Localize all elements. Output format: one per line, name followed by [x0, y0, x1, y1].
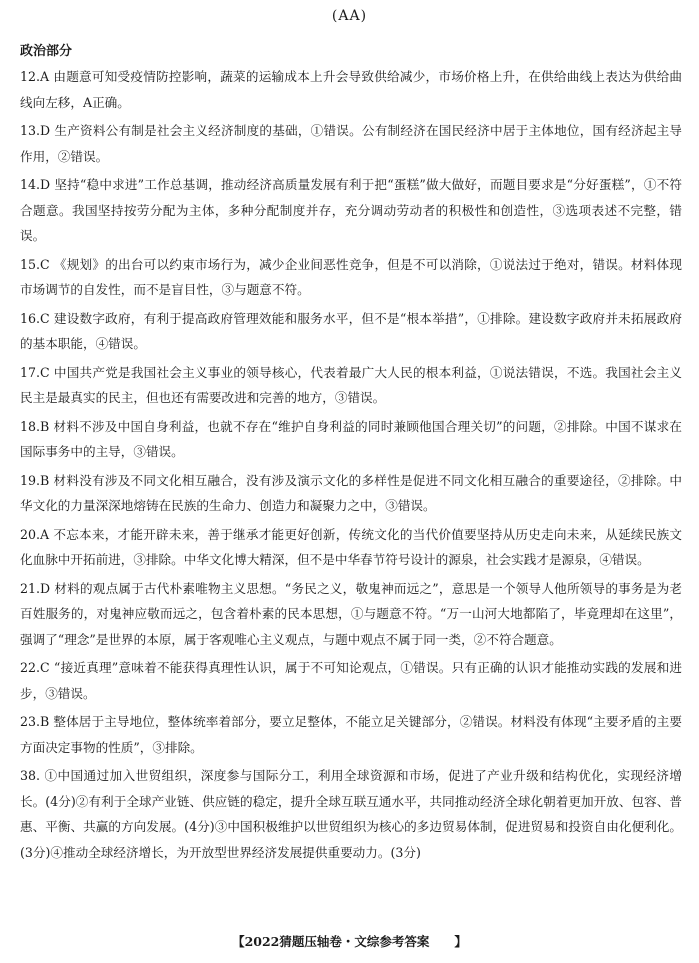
- answer-number: 20.A: [20, 526, 50, 542]
- answer-item: [20, 414, 682, 465]
- answer-item: [20, 64, 682, 115]
- answer-item: [20, 522, 682, 573]
- answer-text: 不忘本来，才能开辟未来，善于继承才能更好创新，传统文化的当代价值要坚持从历史走向未来，从延续民族文化血脉中开拓前进，③排除。中华文化博大精深，但不是中华春节符号设计的源泉，社会实践才是源泉，④错误。: [20, 526, 682, 567]
- answer-number: 14.D: [20, 177, 51, 192]
- answer-text: “接近真理”意味着不能获得真理性认识，属于不可知论观点，①错误。只有正确的认识才能推动实践的发展和进步，③错误。: [20, 660, 682, 701]
- answer-number: 18.B: [20, 418, 50, 434]
- answer-text: 由题意可知受疫情防控影响，蔬菜的运输成本上升会导致供给减少，市场价格上升，在供给曲线上表达为供给曲线向左移，A正确。: [20, 69, 682, 110]
- paper-version-label: (AA): [331, 8, 368, 24]
- answer-text: 生产资料公有制是社会主义经济制度的基础，①错误。公有制经济在国民经济中居于主体地位，国有经济起主导作用，②错误。: [20, 123, 682, 164]
- answer-number: 21.D: [20, 580, 51, 596]
- answer-text: 坚持“稳中求进”工作总基调，推动经济高质量发展有利于把“蛋糕”做大做好，而题目要求是“分好蛋糕”，①不符合题意。我国坚持按劳分配为主体，多种分配制度并存，充分调动劳动者的积极性和创造性，③选项表述不完整，错误。: [20, 177, 682, 243]
- answer-text: 材料的观点属于古代朴素唯物主义思想。“务民之义，敬鬼神而远之”，意思是一个领导人他所领导的事务是为老百姓服务的，对鬼神应敬而远之，包含着朴素的民本思想，①与题意不符。“万一山河大地都陷了，毕竟理却在这里”，强调了“理念”是世界的本原，属于客观唯心主义观点，与题中观点不属于同一类，②不符合题意。: [20, 580, 682, 647]
- answer-item: [20, 655, 682, 706]
- answer-number: 12.A: [20, 69, 50, 84]
- answer-item: [20, 306, 682, 357]
- answer-item: [20, 118, 682, 169]
- answer-text: 《规划》的出台可以约束市场行为，减少企业间恶性竞争，但是不可以消除，①说法过于绝对，错误。材料体现市场调节的自发性，而不是盲目性，③与题意不符。: [20, 256, 682, 297]
- answer-number: 16.C: [20, 310, 50, 326]
- answer-item: [20, 763, 682, 865]
- answer-list: [20, 64, 682, 868]
- answer-text: 材料不涉及中国自身利益，也就不存在“维护自身利益的同时兼顾他国合理关切”的问题，②排除。中国不谋求在国际事务中的主导，③错误。: [20, 418, 682, 459]
- answer-text: 材料没有涉及不同文化相互融合，没有涉及演示文化的多样性是促进不同文化相互融合的重要途径，②排除。中华文化的力量深深地熔铸在民族的生命力、创造力和凝聚力之中，③错误。: [20, 472, 682, 513]
- answer-number: 38.: [20, 768, 41, 783]
- footer-label: 【2022猜题压轴卷・文综参考答案 】: [232, 934, 467, 949]
- answer-number: 17.C: [20, 364, 50, 380]
- answer-number: 19.B: [20, 472, 50, 488]
- answer-item: [20, 468, 682, 519]
- answer-text: 建设数字政府，有利于提高政府管理效能和服务水平，但不是“根本举措”，①排除。建设数字政府并未拓展政府的基本职能，④错误。: [20, 310, 682, 351]
- answer-item: [20, 709, 682, 760]
- answer-text: ①中国通过加入世贸组织，深度参与国际分工，利用全球资源和市场，促进了产业升级和结构优化，实现经济增长。(4分)②有利于全球产业链、供应链的稳定，提升全球互联互通水平，共同推动经济全球化朝着更加开放、包容、普惠、平衡、共赢的方向发展。(4分)③中国积极维护以世贸组织为核心的多边贸易体制，促进贸易和投资自由化便利化。(3分)④推动全球经济增长，为开放型世界经济发展提供重要动力。(3分): [20, 768, 682, 860]
- answer-number: 13.D: [20, 123, 51, 138]
- answer-text: 中国共产党是我国社会主义事业的领导核心，代表着最广大人民的根本利益，①说法错误，不选。我国社会主义民主是最真实的民主，但也还有需要改进和完善的地方，③错误。: [20, 364, 682, 405]
- answer-item: [20, 360, 682, 411]
- section-title: 政治部分: [20, 44, 73, 59]
- answer-number: 15.C: [20, 256, 50, 272]
- answer-item: [20, 252, 682, 303]
- answer-item: [20, 576, 682, 653]
- answer-text: 整体居于主导地位，整体统率着部分，要立足整体，不能立足关键部分，②错误。材料没有体现“主要矛盾的主要方面决定事物的性质”，③排除。: [20, 714, 682, 755]
- answer-item: [20, 172, 682, 249]
- answer-number: 22.C: [20, 660, 50, 675]
- answer-number: 23.B: [20, 714, 50, 729]
